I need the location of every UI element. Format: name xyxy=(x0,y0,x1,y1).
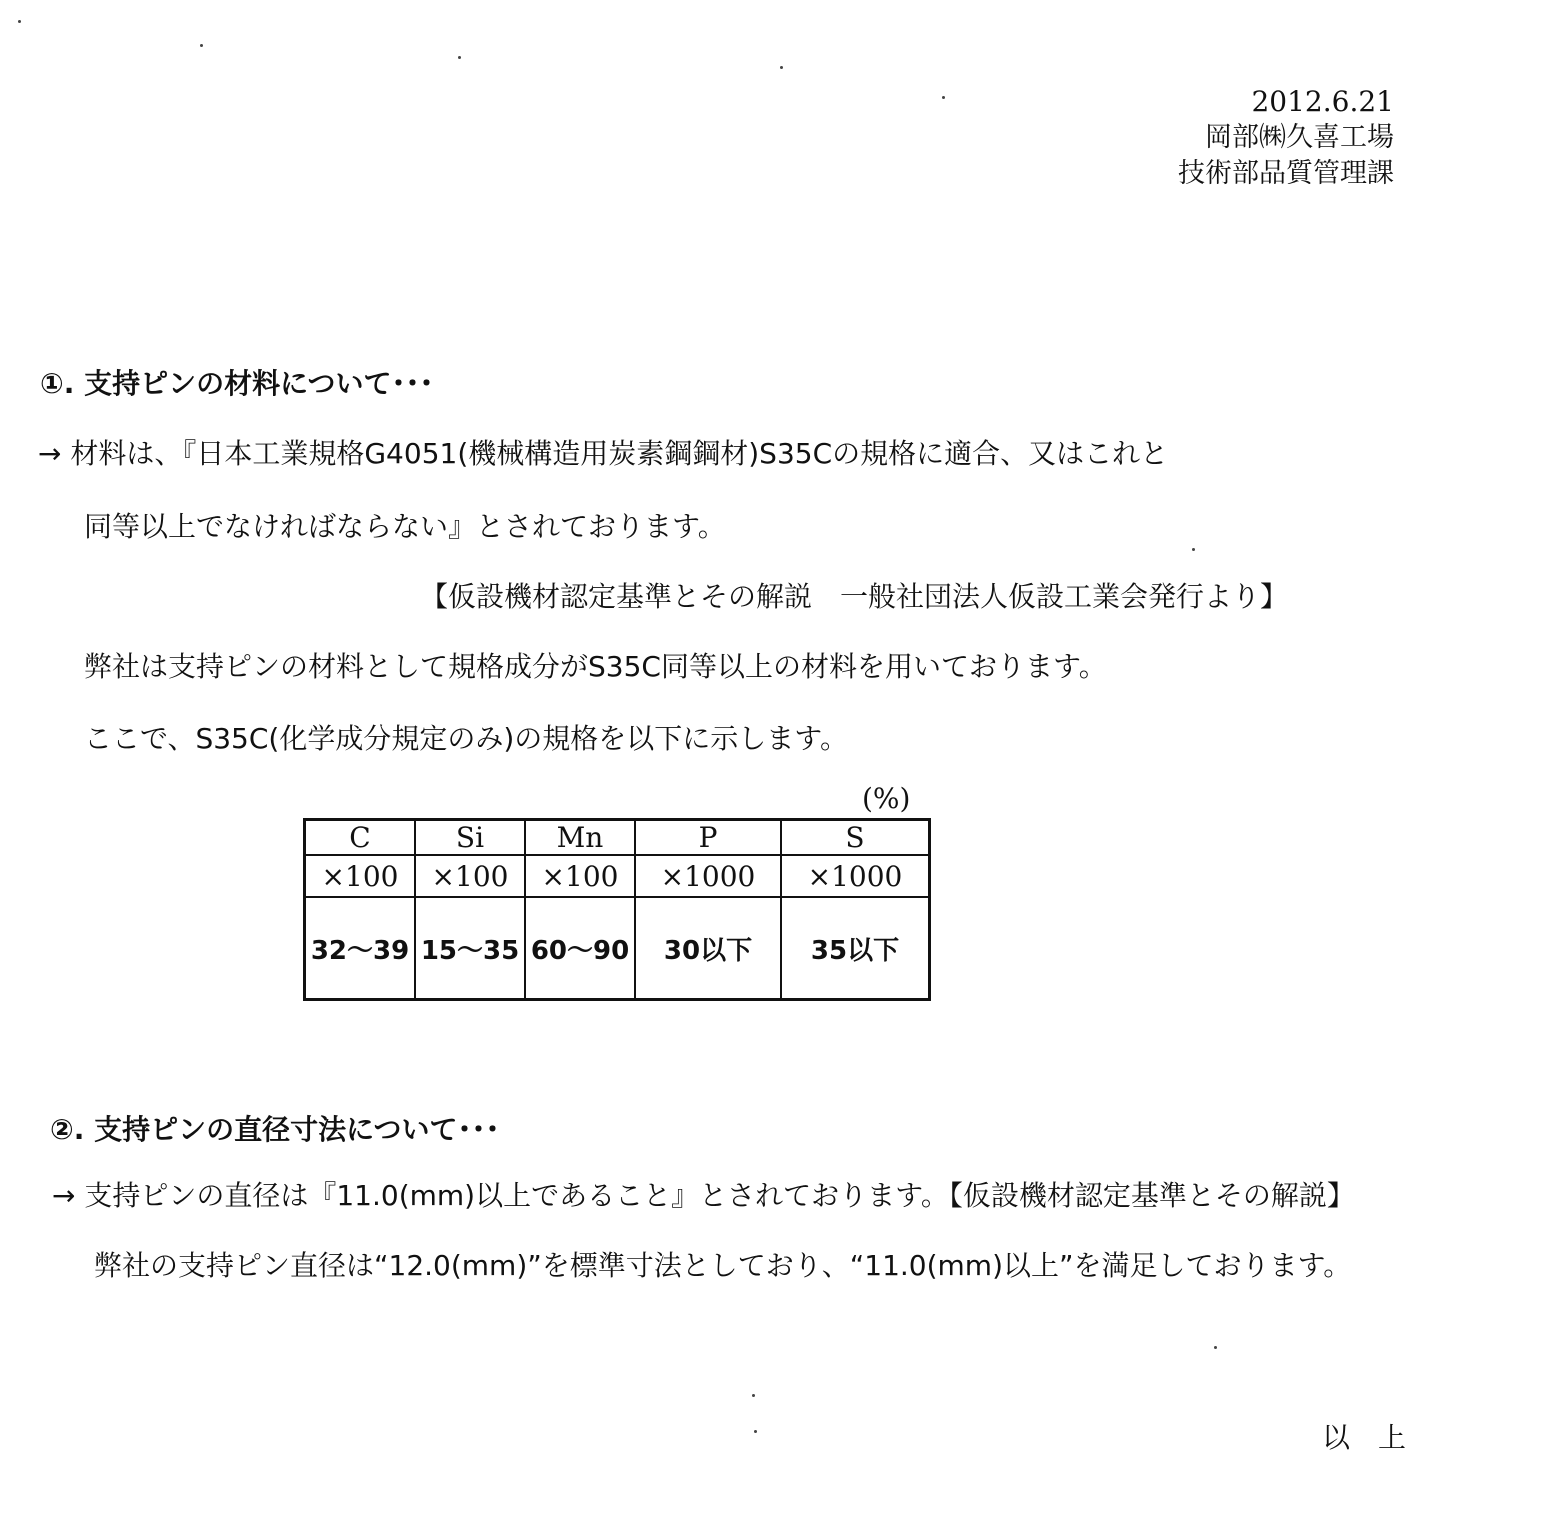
header-cell-p: P xyxy=(635,820,781,856)
section2-line1: → 支持ピンの直径は『11.0(mm)以上であること』とされております。【仮設機材認定基準とその解説】 xyxy=(52,1179,1355,1212)
value-cell-c: 32～39 xyxy=(305,897,416,1000)
section1-heading: ①. 支持ピンの材料について･･･ xyxy=(40,367,434,400)
section2-heading: ②. 支持ピンの直径寸法について･･･ xyxy=(50,1113,500,1146)
scan-speck xyxy=(1192,548,1195,551)
scan-speck xyxy=(942,96,945,99)
section2-line2: 弊社の支持ピン直径は“12.0(mm)”を標準寸法としており、“11.0(mm)以上”を満足しております。 xyxy=(94,1249,1352,1282)
header-cell-s: S xyxy=(781,820,930,856)
multiplier-cell-p: ×1000 xyxy=(635,855,781,897)
section1-line3: 弊社は支持ピンの材料として規格成分がS35C同等以上の材料を用いております。 xyxy=(84,650,1107,683)
value-cell-si: 15～35 xyxy=(415,897,525,1000)
multiplier-cell-s: ×1000 xyxy=(781,855,930,897)
table-value-row xyxy=(305,897,930,1000)
scan-speck xyxy=(18,20,21,23)
header-cell-c: C xyxy=(305,820,416,856)
header-cell-si: Si xyxy=(415,820,525,856)
scan-speck xyxy=(754,1430,757,1433)
company-name: 岡部㈱久喜工場 xyxy=(1205,122,1394,153)
multiplier-cell-c: ×100 xyxy=(305,855,416,897)
value-cell-s: 35以下 xyxy=(781,897,930,1000)
section1-line2: 同等以上でなければならない』とされております。 xyxy=(84,510,726,543)
document-header xyxy=(1178,84,1394,192)
table-header-row xyxy=(305,820,930,856)
multiplier-cell-si: ×100 xyxy=(415,855,525,897)
scan-speck xyxy=(780,66,783,69)
value-cell-p: 30以下 xyxy=(635,897,781,1000)
table-multiplier-row xyxy=(305,855,930,897)
value-cell-mn: 60～90 xyxy=(525,897,635,1000)
scan-speck xyxy=(200,44,203,47)
header-cell-mn: Mn xyxy=(525,820,635,856)
scan-speck xyxy=(752,1394,755,1397)
multiplier-cell-mn: ×100 xyxy=(525,855,635,897)
closing-mark: 以 上 xyxy=(1322,1421,1407,1454)
table-unit: (%) xyxy=(862,782,911,815)
department-name: 技術部品質管理課 xyxy=(1178,158,1394,189)
document-date: 2012.6.21 xyxy=(1251,85,1394,118)
section1-line1: → 材料は、『日本工業規格G4051(機械構造用炭素鋼鋼材)S35Cの規格に適合、又はこれと xyxy=(38,437,1169,470)
scan-speck xyxy=(458,56,461,59)
section1-line4: ここで、S35C(化学成分規定のみ)の規格を以下に示します。 xyxy=(84,722,849,755)
section1-source: 【仮設機材認定基準とその解説 一般社団法人仮設工業会発行より】 xyxy=(420,580,1289,613)
composition-table xyxy=(303,818,931,1001)
scan-speck xyxy=(1214,1346,1217,1349)
